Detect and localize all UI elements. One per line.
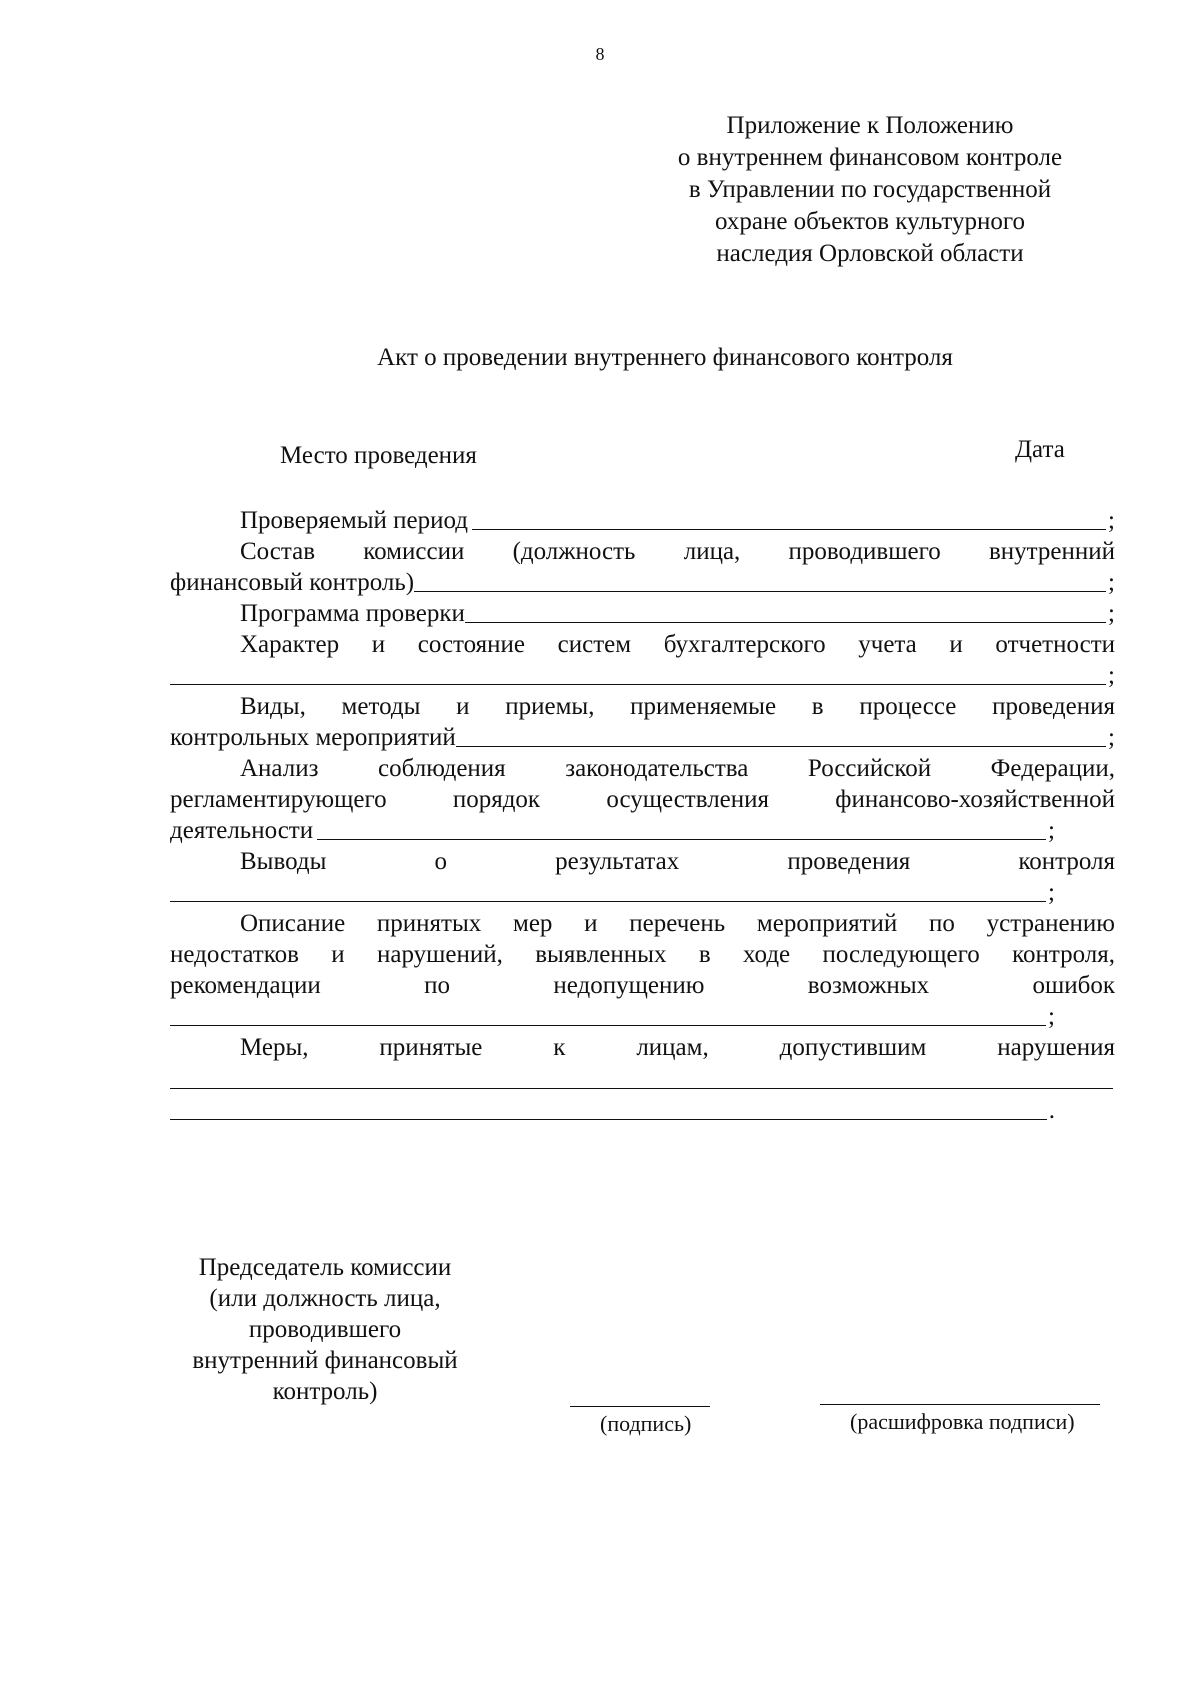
field-accounting-blank[interactable]: [170, 683, 1106, 685]
semicolon: ;: [1108, 600, 1115, 627]
field-commission-label-2: финансовый контроль): [170, 569, 415, 596]
field-measures-blank[interactable]: [170, 1024, 1046, 1026]
field-persons-line-2: [170, 1063, 1115, 1095]
field-commission-line-2: [170, 567, 1115, 598]
signature-decode-caption: (расшифровка подписи): [850, 1409, 1075, 1434]
field-commission-label-1: Состав комиссии (должность лица, проводившего внутренний: [240, 538, 1115, 565]
field-analysis-label-3: деятельности: [170, 817, 314, 844]
field-accounting-label: Характер и состояние систем бухгалтерского учета и отчетности: [240, 631, 1115, 658]
appendix-line-1: Приложение к Положению: [726, 112, 1014, 139]
field-persons-line-3: [170, 1095, 1055, 1126]
field-commission-blank[interactable]: [414, 590, 1106, 592]
semicolon: ;: [1048, 817, 1055, 844]
field-period-blank[interactable]: [472, 528, 1106, 530]
field-persons-blank-2[interactable]: [170, 1118, 1047, 1120]
field-conclusions-line-2: [170, 877, 1055, 908]
field-measures-line-1: [170, 908, 1115, 939]
field-analysis-blank[interactable]: [317, 838, 1046, 840]
appendix-line-5: наследия Орловской области: [716, 240, 1024, 267]
field-program-blank[interactable]: [465, 621, 1106, 623]
field-period: [170, 505, 1115, 536]
semicolon: ;: [1048, 1003, 1055, 1030]
field-measures-label-2: недостатков и нарушений, выявленных в ходе последующего контроля,: [170, 941, 1115, 968]
appendix-line-3: в Управлении по государственной: [688, 176, 1052, 203]
field-accounting-line-1: [170, 629, 1115, 660]
field-period-label: Проверяемый период: [240, 507, 469, 534]
field-analysis-line-2: [170, 784, 1115, 815]
field-methods-label-2: контрольных мероприятий: [170, 724, 456, 751]
place-label: Место проведения: [280, 442, 477, 469]
chairman-line-2: (или должность лица,: [209, 1285, 441, 1312]
signature-caption: (подпись): [600, 1411, 692, 1436]
semicolon: ;: [1048, 879, 1055, 906]
field-measures-line-3: [170, 970, 1115, 1001]
field-methods-blank[interactable]: [456, 745, 1106, 747]
field-program: [170, 598, 1115, 629]
field-conclusions-line-1: [170, 846, 1115, 877]
chairman-line-5: контроль): [272, 1378, 378, 1405]
date-label: Дата: [1015, 436, 1065, 463]
field-analysis-line-1: [170, 753, 1115, 784]
field-persons-label: Меры, принятые к лицам, допустившим нарушения: [240, 1034, 1115, 1061]
field-analysis-label-1: Анализ соблюдения законодательства Российской Федерации,: [240, 755, 1115, 782]
chairman-line-1: Председатель комиссии: [198, 1254, 452, 1281]
field-persons-line-1: [170, 1032, 1115, 1063]
semicolon: ;: [1108, 507, 1115, 534]
form-body: [170, 505, 1115, 1126]
field-persons-blank-1[interactable]: [170, 1087, 1113, 1089]
page-number: 8: [595, 44, 605, 64]
field-measures-line-4: [170, 1001, 1055, 1032]
field-commission-line-1: [170, 536, 1115, 567]
field-methods-line-1: [170, 691, 1115, 722]
period-mark: .: [1048, 1097, 1055, 1124]
chairman-line-4: внутренний финансовый: [192, 1347, 458, 1374]
appendix-line-2: о внутреннем финансовом контроле: [677, 144, 1063, 171]
field-program-label: Программа проверки: [240, 600, 465, 627]
field-measures-label-1: Описание принятых мер и перечень мероприятий по устранению: [240, 910, 1115, 937]
field-conclusions-blank[interactable]: [170, 900, 1046, 902]
appendix-header: [640, 110, 1100, 270]
field-methods-label-1: Виды, методы и приемы, применяемые в процессе проведения: [240, 693, 1115, 720]
field-measures-label-3: рекомендации по недопущению возможных ошибок: [170, 972, 1115, 999]
chairman-block: [170, 1252, 480, 1407]
field-accounting-line-2: [170, 660, 1115, 691]
field-analysis-line-3: [170, 815, 1055, 846]
semicolon: ;: [1108, 724, 1115, 751]
semicolon: ;: [1108, 569, 1115, 596]
document-title: Акт о проведении внутреннего финансового контроля: [377, 344, 953, 371]
field-methods-line-2: [170, 722, 1115, 753]
signature-decode-blank[interactable]: [820, 1404, 1100, 1405]
field-analysis-label-2: регламентирующего порядок осуществления финансово-хозяйственной: [170, 786, 1115, 813]
signature-blank[interactable]: [570, 1406, 710, 1407]
chairman-line-3: проводившего: [248, 1316, 402, 1343]
field-measures-line-2: [170, 939, 1115, 970]
appendix-line-4: охране объектов культурного: [714, 208, 1025, 235]
semicolon: ;: [1108, 662, 1115, 689]
field-conclusions-label: Выводы о результатах проведения контроля: [240, 848, 1115, 875]
